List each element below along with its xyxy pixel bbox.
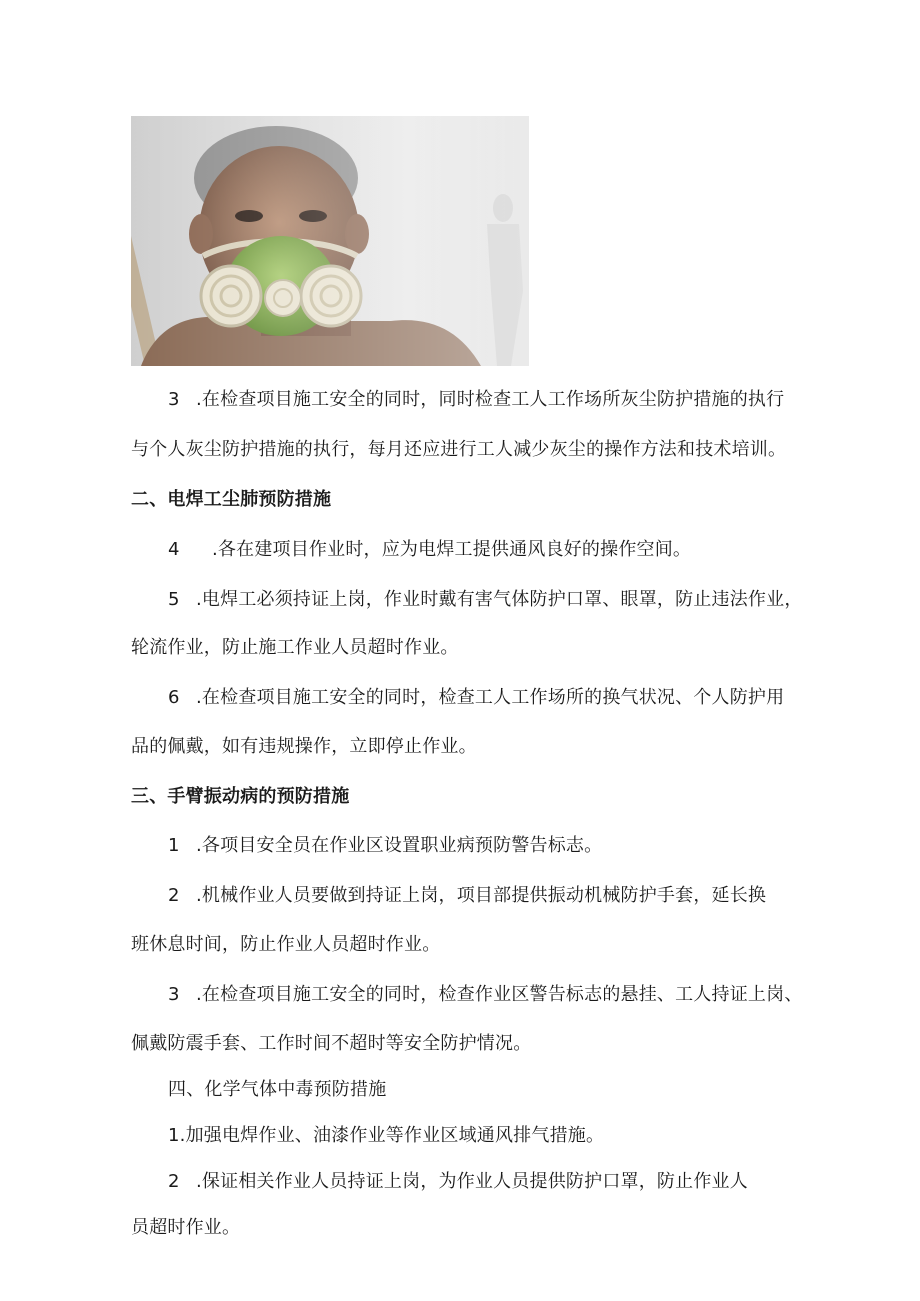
item-text: .保证相关作业人员持证上岗，为作业人员提供防护口罩，防止作业人 xyxy=(196,1171,748,1192)
sec3-item2-line2: 班休息时间，防止作业人员超时作业。 xyxy=(131,934,441,955)
sec3-item3-line2: 佩戴防震手套、工作时间不超时等安全防护情况。 xyxy=(131,1033,532,1054)
sec2-item5-line1 xyxy=(168,588,803,612)
sec2-item4-line1 xyxy=(168,538,691,562)
item-number: 2 xyxy=(168,885,180,906)
sec4-item2-line1 xyxy=(168,1170,748,1194)
worker-respirator-photo xyxy=(131,116,529,366)
item-number: 4 xyxy=(168,539,180,560)
item-text: .在检查项目施工安全的同时，检查作业区警告标志的悬挂、工人持证上岗、 xyxy=(196,984,803,1005)
item-number: 3 xyxy=(168,984,180,1005)
sec3-item1-line1 xyxy=(168,834,602,858)
section-heading-4: 四、化学气体中毒预防措施 xyxy=(168,1079,387,1100)
sec3-item2-line1 xyxy=(168,884,766,908)
item-number: 3 xyxy=(168,389,180,410)
item-text: .各项目安全员在作业区设置职业病预防警告标志。 xyxy=(196,835,603,856)
section-heading-2: 二、电焊工尘肺预防措施 xyxy=(131,489,332,510)
section-heading-3: 三、手臂振动病的预防措施 xyxy=(131,786,350,807)
item-number: 1 xyxy=(168,835,180,856)
sec2-item6-line2: 品的佩戴，如有违规操作，立即停止作业。 xyxy=(131,736,477,757)
item-text: .各在建项目作业时，应为电焊工提供通风良好的操作空间。 xyxy=(212,539,692,560)
sec4-item2-line2: 员超时作业。 xyxy=(131,1217,241,1238)
sec1-item3-line2: 与个人灰尘防护措施的执行，每月还应进行工人减少灰尘的操作方法和技术培训。 xyxy=(131,439,787,460)
item-text: .机械作业人员要做到持证上岗，项目部提供振动机械防护手套，延长换 xyxy=(196,885,767,906)
item-number: 2 xyxy=(168,1171,180,1192)
item-text: .在检查项目施工安全的同时，同时检查工人工作场所灰尘防护措施的执行 xyxy=(196,389,785,410)
item-number: 6 xyxy=(168,687,180,708)
item-text: .电焊工必须持证上岗，作业时戴有害气体防护口罩、眼罩，防止违法作业， xyxy=(196,589,803,610)
sec2-item6-line1 xyxy=(168,686,784,710)
sec4-item1-line1: 1.加强电焊作业、油漆作业等作业区域通风排气措施。 xyxy=(168,1125,605,1146)
sec1-item3-line1 xyxy=(168,388,784,412)
item-text: .在检查项目施工安全的同时，检查工人工作场所的换气状况、个人防护用 xyxy=(196,687,785,708)
sec3-item3-line1 xyxy=(168,983,803,1007)
item-number: 5 xyxy=(168,589,180,610)
sec2-item5-line2: 轮流作业，防止施工作业人员超时作业。 xyxy=(131,637,459,658)
